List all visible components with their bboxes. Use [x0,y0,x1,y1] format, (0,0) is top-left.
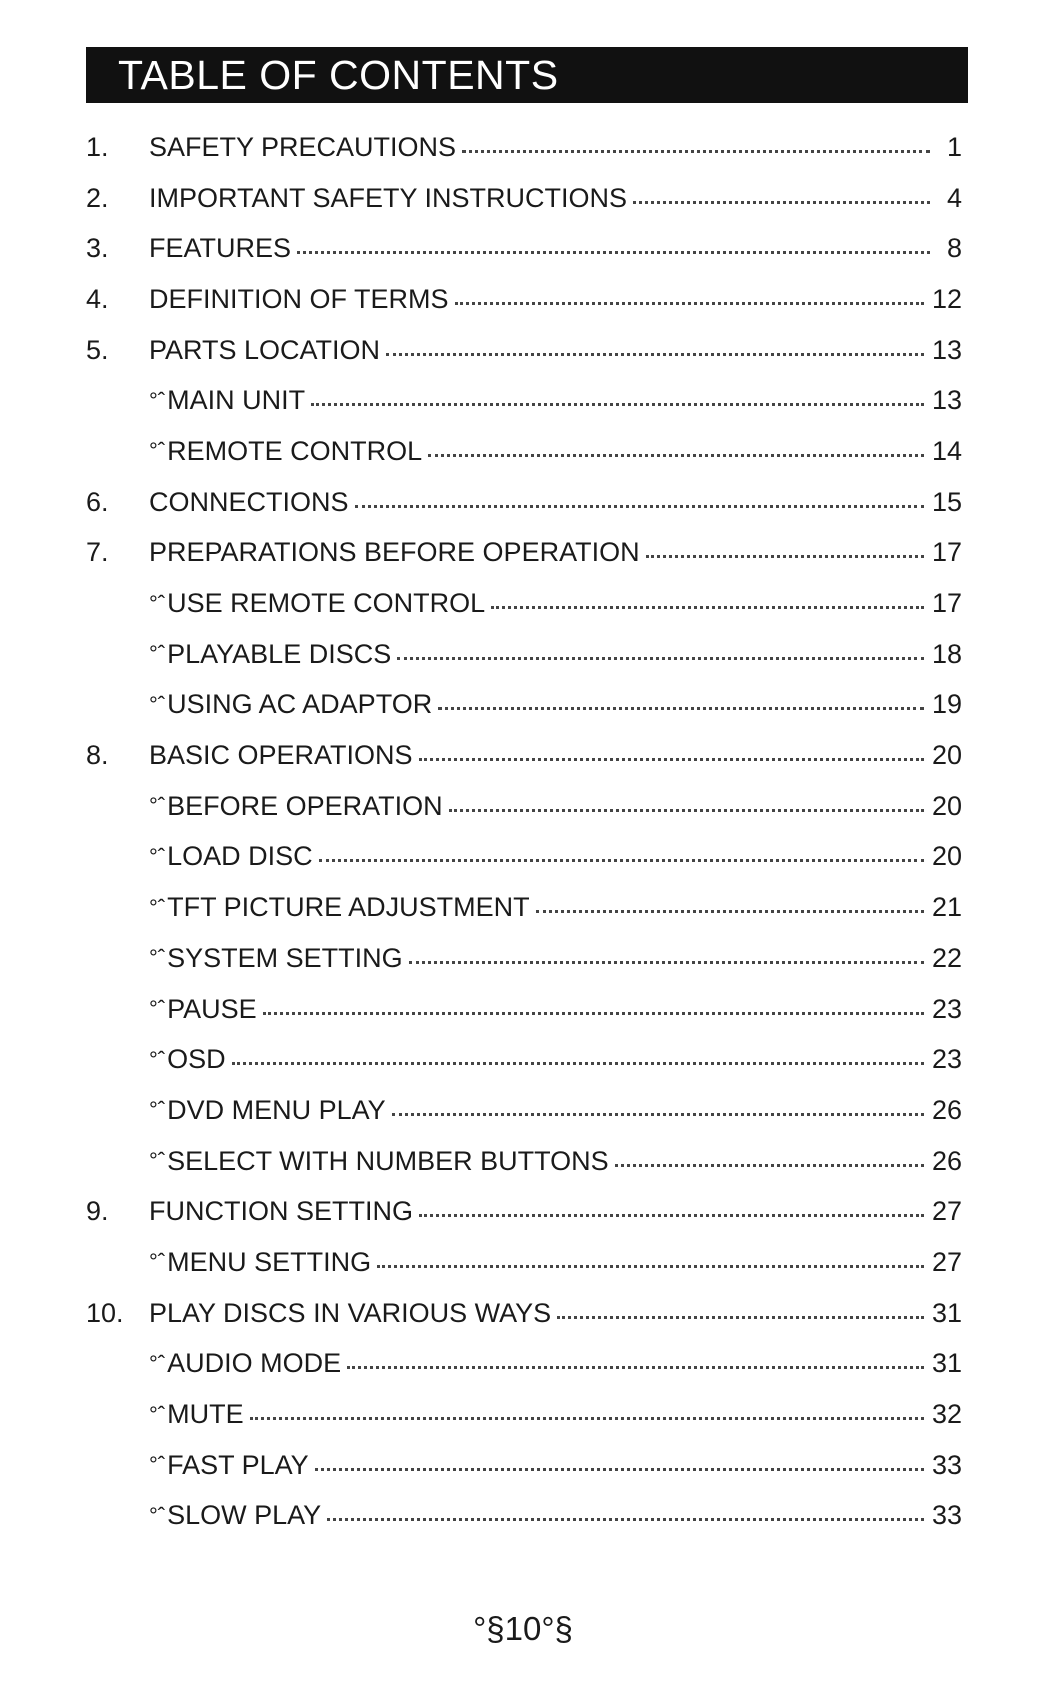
toc-subentry-page: 20 [931,790,962,821]
toc-entry-page: 12 [931,283,962,314]
toc-dot-leader [327,1518,924,1521]
toc-subentry[interactable] [86,680,962,731]
toc-subentry-bullet: °ˆ [149,438,166,464]
toc-subentry-label: AUDIO MODE [167,1348,342,1379]
toc-dot-leader [419,1214,924,1217]
toc-entry-label: FUNCTION SETTING [149,1196,413,1227]
toc-dot-leader [386,353,924,356]
toc-subentry-label: FAST PLAY [167,1449,309,1480]
toc-dot-leader [428,454,924,457]
toc-entry-page: 1 [946,131,962,162]
toc-entry-number: 10. [86,1297,124,1328]
toc-subentry[interactable] [86,375,962,426]
toc-entry[interactable] [86,1288,962,1339]
toc-dot-leader [397,657,924,660]
toc-subentry-bullet: °ˆ [149,793,166,819]
toc-dot-leader [491,606,924,609]
toc-subentry[interactable] [86,1136,962,1187]
toc-subentry-page: 19 [931,689,962,720]
toc-entry-number: 1. [86,131,109,162]
toc-dot-leader [536,910,924,913]
toc-subentry-label: PLAYABLE DISCS [167,638,392,669]
toc-dot-leader [646,555,924,558]
toc-subentry[interactable] [86,1237,962,1288]
toc-subentry-label: REMOTE CONTROL [167,435,423,466]
toc-entry[interactable] [86,122,962,173]
toc-subentry-bullet: °ˆ [149,843,166,869]
toc-entry-label: SAFETY PRECAUTIONS [149,131,457,162]
toc-subentry-page: 23 [931,993,962,1024]
toc-dot-leader [438,707,924,710]
toc-subentry[interactable] [86,629,962,680]
toc-subentry-label: OSD [167,1044,226,1075]
toc-subentry[interactable] [86,1085,962,1136]
toc-subentry-bullet: °ˆ [149,1097,166,1123]
toc-subentry-label: SELECT WITH NUMBER BUTTONS [167,1145,609,1176]
toc-entry-label: PREPARATIONS BEFORE OPERATION [149,537,640,568]
toc-entry[interactable] [86,528,962,579]
toc-subentry-page: 20 [931,841,962,872]
toc-dot-leader [355,505,924,508]
toc-subentry[interactable] [86,1034,962,1085]
toc-subentry-label: LOAD DISC [167,841,313,872]
toc-subentry[interactable] [86,578,962,629]
toc-subentry[interactable] [86,1440,962,1491]
toc-entry[interactable] [86,223,962,274]
toc-subentry-label: PAUSE [167,993,257,1024]
toc-dot-leader [615,1164,924,1167]
toc-subentry-label: USING AC ADAPTOR [167,689,433,720]
toc-dot-leader [409,961,924,964]
toc-subentry-bullet: °ˆ [149,1046,166,1072]
toc-subentry-page: 17 [931,588,962,619]
toc-subentry-label: SLOW PLAY [167,1500,322,1531]
toc-subentry-bullet: °ˆ [149,387,166,413]
toc-dot-leader [455,302,924,305]
toc-dot-leader [449,809,924,812]
toc-entry[interactable] [86,274,962,325]
toc-subentry-page: 26 [931,1145,962,1176]
toc-subentry-page: 26 [931,1094,962,1125]
toc-subentry-page: 23 [931,1044,962,1075]
toc-subentry[interactable] [86,781,962,832]
toc-subentry[interactable] [86,1491,962,1542]
toc-entry-number: 2. [86,182,109,213]
toc-subentry-page: 21 [931,892,962,923]
toc-entry-page: 31 [931,1297,962,1328]
toc-subentry-bullet: °ˆ [149,641,166,667]
toc-dot-leader [315,1468,924,1471]
page-number: °§10°§ [473,1610,573,1647]
toc-entry[interactable] [86,477,962,528]
toc-entry[interactable] [86,730,962,781]
toc-entry-page: 27 [931,1196,962,1227]
toc-entry-page: 8 [946,233,962,264]
toc-subentry-bullet: °ˆ [149,1502,166,1528]
toc-dot-leader [377,1265,924,1268]
toc-subentry-bullet: °ˆ [149,590,166,616]
toc-entry-label: PARTS LOCATION [149,334,381,365]
toc-entry-label: CONNECTIONS [149,486,349,517]
toc-subentry-page: 18 [931,638,962,669]
toc-entry-number: 6. [86,486,109,517]
toc-subentry-bullet: °ˆ [149,1452,166,1478]
toc-entry-number: 8. [86,740,109,771]
toc-dot-leader [263,1012,924,1015]
toc-subentry-bullet: °ˆ [149,1350,166,1376]
toc-list [86,122,962,1541]
toc-subentry-bullet: °ˆ [149,691,166,717]
toc-entry[interactable] [86,1186,962,1237]
toc-entry-page: 17 [931,537,962,568]
toc-subentry-page: 33 [931,1449,962,1480]
toc-entry-page: 13 [931,334,962,365]
toc-dot-leader [462,150,930,153]
toc-subentry-bullet: °ˆ [149,894,166,920]
toc-dot-leader [347,1366,924,1369]
toc-subentry[interactable] [86,984,962,1035]
toc-subentry-page: 13 [931,385,962,416]
toc-subentry[interactable] [86,1389,962,1440]
toc-subentry-page: 33 [931,1500,962,1531]
toc-subentry-label: MUTE [167,1399,244,1430]
toc-subentry-label: MAIN UNIT [167,385,306,416]
toc-subentry[interactable] [86,1339,962,1390]
toc-dot-leader [319,859,924,862]
toc-dot-leader [557,1316,924,1319]
toc-subentry-bullet: °ˆ [149,1148,166,1174]
toc-subentry-label: BEFORE OPERATION [167,790,443,821]
toc-subentry[interactable] [86,933,962,984]
toc-subentry-page: 27 [931,1246,962,1277]
toc-entry[interactable] [86,173,962,224]
toc-entry-label: BASIC OPERATIONS [149,740,413,771]
toc-subentry-bullet: °ˆ [149,945,166,971]
toc-dot-leader [311,403,924,406]
toc-entry-number: 4. [86,283,109,314]
toc-subentry-label: TFT PICTURE ADJUSTMENT [167,892,530,923]
toc-entry[interactable] [86,325,962,376]
toc-entry-page: 15 [931,486,962,517]
toc-entry-label: IMPORTANT SAFETY INSTRUCTIONS [149,182,628,213]
toc-entry-label: DEFINITION OF TERMS [149,283,449,314]
toc-subentry-bullet: °ˆ [149,1249,166,1275]
toc-subentry[interactable] [86,882,962,933]
toc-title: TABLE OF CONTENTS [86,47,968,103]
toc-subentry-page: 31 [931,1348,962,1379]
toc-subentry[interactable] [86,426,962,477]
toc-entry-number: 5. [86,334,109,365]
toc-entry-page: 4 [946,182,962,213]
toc-dot-leader [232,1062,924,1065]
toc-entry-number: 7. [86,537,109,568]
toc-subentry-bullet: °ˆ [149,1401,166,1427]
toc-dot-leader [633,201,930,204]
toc-subentry-page: 22 [931,942,962,973]
toc-subentry-label: DVD MENU PLAY [167,1094,386,1125]
toc-dot-leader [297,251,930,254]
toc-entry-number: 3. [86,233,109,264]
toc-subentry-label: SYSTEM SETTING [167,942,403,973]
toc-dot-leader [392,1113,924,1116]
toc-subentry-page: 32 [931,1399,962,1430]
toc-subentry-bullet: °ˆ [149,996,166,1022]
toc-subentry-label: USE REMOTE CONTROL [167,588,486,619]
toc-subentry[interactable] [86,832,962,883]
toc-dot-leader [419,758,924,761]
toc-subentry-label: MENU SETTING [167,1246,372,1277]
toc-entry-label: FEATURES [149,233,292,264]
toc-entry-page: 20 [931,740,962,771]
toc-subentry-page: 14 [931,435,962,466]
toc-entry-number: 9. [86,1196,109,1227]
toc-dot-leader [250,1417,924,1420]
toc-entry-label: PLAY DISCS IN VARIOUS WAYS [149,1297,552,1328]
